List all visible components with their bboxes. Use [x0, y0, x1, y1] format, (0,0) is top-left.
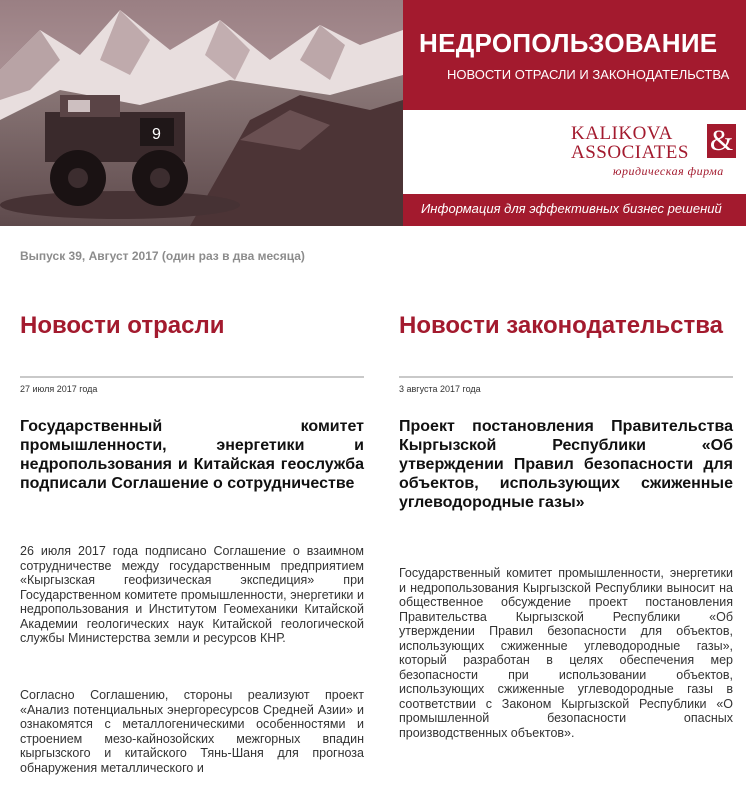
tagline-text: Информация для эффективных бизнес решений [421, 201, 722, 216]
truck-number: 9 [152, 126, 161, 143]
article-paragraph: 26 июля 2017 года подписано Соглашение о взаимном сотрудничестве между государственным предприятием «Кыргызская геофизическая экспедиция» при Государственном комитете промышленности, энергетики и недропользования и Институтом Геомеханики Китайской Академии геологических наук Китайской геологической службы Министерства земли и ресурсов КНР. [20, 544, 364, 645]
section-divider [399, 376, 733, 378]
logo-ampersand: & [707, 124, 736, 158]
newsletter-title: НЕДРОПОЛЬЗОВАНИЕ [419, 28, 718, 58]
article-headline: Государственный комитет промышленности, энергетики и недропользования и Китайская геослужба подписали Соглашение о сотрудничестве [20, 418, 364, 492]
article-headline: Проект постановления Правительства Кыргызской Республики «Об утверждении Правил безопасности для объектов, использующих сжиженные углеводородные газы» [399, 418, 733, 511]
firm-logo [403, 110, 746, 194]
tagline-bar [403, 194, 746, 226]
article-date: 27 июля 2017 года [20, 384, 98, 394]
section-title-legislation-news: Новости законодательства [399, 312, 724, 339]
newsletter-subtitle: НОВОСТИ ОТРАСЛИ И ЗАКОНОДАТЕЛЬСТВА [447, 67, 730, 82]
title-panel [403, 0, 746, 110]
article-date: 3 августа 2017 года [399, 384, 481, 394]
logo-line-2: ASSOCIATES [571, 142, 689, 163]
section-title-industry-news: Новости отрасли [20, 312, 225, 339]
newsletter-banner [0, 0, 746, 226]
mining-truck-photo [0, 0, 403, 226]
section-divider [20, 376, 364, 378]
article-paragraph: Государственный комитет промышленности, энергетики и недропользования Кыргызской Республики выносит на общественное обсуждение проект постановления Правительства Кыргызской Республики «Об утверждении Правил безопасности для объектов, использующих сжиженные углеводородные газы», который разработан в целях обеспечения мер безопасности при использовании объектов, использующих сжиженные углеводородные газы в соответствии с Законом Кыргызской Республики «О промышленной безопасности опасных производственных объектов». [399, 566, 733, 740]
logo-line-1: KALIKOVA [571, 123, 673, 144]
issue-info: Выпуск 39, Август 2017 (один раз в два месяца) [20, 249, 305, 263]
logo-tagline: юридическая фирма [613, 164, 724, 178]
article-paragraph: Согласно Соглашению, стороны реализуют проект «Анализ потенциальных энергоресурсов Средней Азии» и ознакомятся с металлогеническими особенностями и строением мезо-кайнозойских межгорных впадин кыргызского и китайского Тянь-Шаня для прогноза обнаружения металлического и [20, 688, 364, 775]
logo-wordmark [571, 124, 689, 162]
